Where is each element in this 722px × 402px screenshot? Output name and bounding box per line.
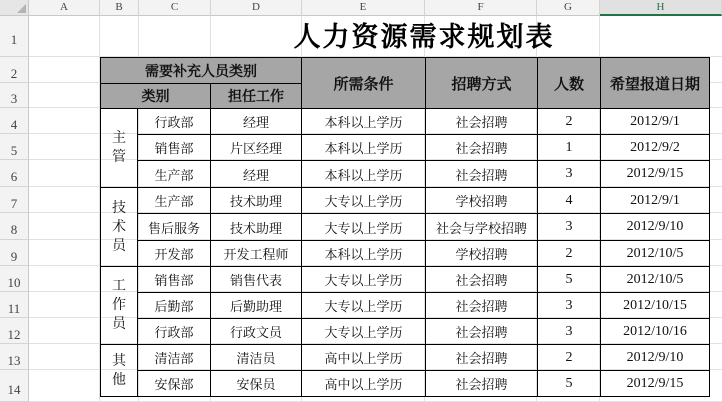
table-row (101, 241, 710, 267)
requirement-cell[interactable]: 大专以上学历 (302, 214, 426, 241)
header-method[interactable]: 招聘方式 (426, 58, 538, 109)
group-label-cell[interactable] (101, 109, 138, 188)
method-cell[interactable]: 社会招聘 (426, 161, 538, 188)
dept-cell[interactable]: 生产部 (138, 161, 211, 188)
job-cell[interactable]: 经理 (211, 109, 302, 135)
date-cell[interactable]: 2012/9/10 (601, 214, 710, 241)
row-header-6[interactable]: 6 (0, 160, 29, 187)
column-header-a[interactable]: A (29, 0, 100, 16)
row-header-10[interactable]: 10 (0, 266, 29, 292)
row-header-4[interactable]: 4 (0, 108, 29, 134)
header-count[interactable]: 人数 (538, 58, 601, 109)
row-header-5[interactable]: 5 (0, 134, 29, 160)
dept-cell[interactable]: 售后服务 (138, 214, 211, 241)
column-header-g[interactable]: G (537, 0, 600, 16)
count-cell[interactable]: 2 (538, 345, 601, 371)
method-cell[interactable]: 社会招聘 (426, 293, 538, 319)
row-header-12[interactable]: 12 (0, 318, 29, 344)
count-cell[interactable]: 5 (538, 371, 601, 397)
dept-cell[interactable]: 后勤部 (138, 293, 211, 319)
table-row (101, 188, 710, 214)
table-row (101, 293, 710, 319)
method-cell[interactable]: 社会招聘 (426, 109, 538, 135)
header-group[interactable]: 需要补充人员类别 (101, 58, 302, 84)
job-cell[interactable]: 后勤助理 (211, 293, 302, 319)
table-row (101, 135, 710, 161)
table-row (101, 371, 710, 397)
method-cell[interactable]: 社会招聘 (426, 267, 538, 293)
dept-cell[interactable]: 行政部 (138, 109, 211, 135)
requirement-cell[interactable]: 本科以上学历 (302, 135, 426, 161)
column-header-c[interactable]: C (139, 0, 211, 16)
method-cell[interactable]: 社会招聘 (426, 345, 538, 371)
method-cell[interactable]: 社会与学校招聘 (426, 214, 538, 241)
requirement-cell[interactable]: 本科以上学历 (302, 161, 426, 188)
method-cell[interactable]: 社会招聘 (426, 319, 538, 345)
row-header-2[interactable]: 2 (0, 57, 29, 83)
select-all-triangle-icon (17, 4, 26, 13)
job-cell[interactable]: 片区经理 (211, 135, 302, 161)
date-cell[interactable]: 2012/9/2 (601, 135, 710, 161)
job-cell[interactable]: 清洁员 (211, 345, 302, 371)
requirement-cell[interactable]: 本科以上学历 (302, 109, 426, 135)
count-cell[interactable]: 3 (538, 293, 601, 319)
group-label: 主管 (112, 130, 126, 165)
job-cell[interactable]: 安保员 (211, 371, 302, 397)
row-header-8[interactable]: 8 (0, 213, 29, 240)
select-all-corner[interactable] (0, 0, 29, 16)
requirement-cell[interactable]: 高中以上学历 (302, 345, 426, 371)
date-cell[interactable]: 2012/9/1 (601, 109, 710, 135)
requirement-cell[interactable]: 大专以上学历 (302, 319, 426, 345)
job-cell[interactable]: 技术助理 (211, 214, 302, 241)
row-header-9[interactable]: 9 (0, 240, 29, 266)
requirement-cell[interactable]: 大专以上学历 (302, 188, 426, 214)
dept-cell[interactable]: 安保部 (138, 371, 211, 397)
date-cell[interactable]: 2012/10/5 (601, 267, 710, 293)
dept-cell[interactable]: 生产部 (138, 188, 211, 214)
method-cell[interactable]: 学校招聘 (426, 241, 538, 267)
table-row (101, 109, 710, 135)
column-header-e[interactable]: E (302, 0, 425, 16)
row-header-7[interactable]: 7 (0, 187, 29, 213)
count-cell[interactable]: 3 (538, 319, 601, 345)
row-header-11[interactable]: 11 (0, 292, 29, 318)
header-duty[interactable]: 担任工作 (211, 84, 302, 109)
count-cell[interactable]: 1 (538, 135, 601, 161)
requirement-cell[interactable]: 本科以上学历 (302, 241, 426, 267)
dept-cell[interactable]: 销售部 (138, 135, 211, 161)
job-cell[interactable]: 经理 (211, 161, 302, 188)
date-cell[interactable]: 2012/9/15 (601, 371, 710, 397)
method-cell[interactable]: 社会招聘 (426, 135, 538, 161)
job-cell[interactable]: 开发工程师 (211, 241, 302, 267)
header-category[interactable]: 类别 (101, 84, 211, 109)
date-cell[interactable]: 2012/10/15 (601, 293, 710, 319)
date-cell[interactable]: 2012/10/5 (601, 241, 710, 267)
group-label-cell[interactable] (101, 188, 138, 267)
count-cell[interactable]: 3 (538, 214, 601, 241)
header-requirement[interactable]: 所需条件 (302, 58, 426, 109)
group-label: 其他 (112, 352, 126, 388)
count-cell[interactable]: 2 (538, 109, 601, 135)
count-cell[interactable]: 2 (538, 241, 601, 267)
row-header-13[interactable]: 13 (0, 344, 29, 370)
sheet-title[interactable]: 人力资源需求规划表 (293, 22, 555, 53)
requirement-cell[interactable]: 大专以上学历 (302, 293, 426, 319)
table-row (101, 214, 710, 241)
count-cell[interactable]: 5 (538, 267, 601, 293)
dept-cell[interactable]: 开发部 (138, 241, 211, 267)
group-label-cell[interactable] (101, 345, 138, 397)
job-cell[interactable]: 技术助理 (211, 188, 302, 214)
requirement-cell[interactable]: 大专以上学历 (302, 267, 426, 293)
requirements-table (100, 57, 710, 397)
row-header-1[interactable]: 1 (0, 16, 29, 57)
date-cell[interactable]: 2012/9/15 (601, 161, 710, 188)
dept-cell[interactable]: 行政部 (138, 319, 211, 345)
group-label-cell[interactable] (101, 267, 138, 345)
table-row (101, 345, 710, 371)
group-label: 技术员 (112, 199, 126, 254)
column-header-h[interactable]: H (600, 0, 722, 16)
row-header-14[interactable]: 14 (0, 370, 29, 402)
date-cell[interactable]: 2012/9/1 (601, 188, 710, 214)
date-cell[interactable]: 2012/9/10 (601, 345, 710, 371)
header-date[interactable]: 希望报道日期 (601, 58, 710, 109)
dept-cell[interactable]: 清洁部 (138, 345, 211, 371)
group-label: 工作员 (112, 278, 126, 332)
date-cell[interactable]: 2012/10/16 (601, 319, 710, 345)
count-cell[interactable]: 3 (538, 161, 601, 188)
dept-cell[interactable]: 销售部 (138, 267, 211, 293)
column-header-b[interactable]: B (100, 0, 139, 16)
column-header-f[interactable]: F (425, 0, 537, 16)
table-row (101, 161, 710, 188)
count-cell[interactable]: 4 (538, 188, 601, 214)
table-row (101, 319, 710, 345)
requirement-cell[interactable]: 高中以上学历 (302, 371, 426, 397)
method-cell[interactable]: 社会招聘 (426, 371, 538, 397)
job-cell[interactable]: 行政文员 (211, 319, 302, 345)
method-cell[interactable]: 学校招聘 (426, 188, 538, 214)
table-row (101, 267, 710, 293)
row-header-3[interactable]: 3 (0, 83, 29, 108)
column-header-d[interactable]: D (211, 0, 302, 16)
job-cell[interactable]: 销售代表 (211, 267, 302, 293)
